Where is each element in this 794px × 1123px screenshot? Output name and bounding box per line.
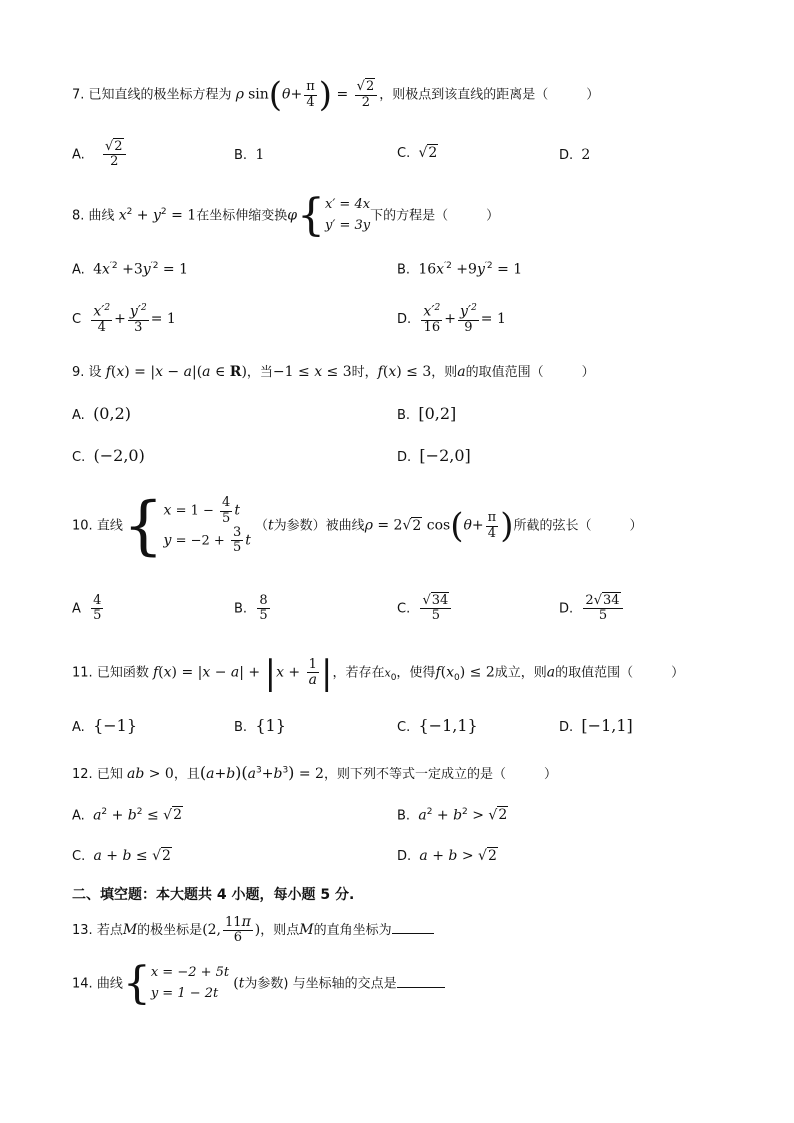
answer-blank[interactable] <box>397 975 445 988</box>
option-a[interactable]: A. $\frac{√2}{2}$ <box>72 140 128 170</box>
section-heading: 二、填空题：本大题共 4 小题，每小题 5 分. <box>72 887 355 903</box>
question-7: 7. 已知直线的极坐标方程为 ρ sin(θ+ $\frac{\pi}{4}$ ) = $\frac{√2}{2}$ ，则极点到该直线的距离是（ ） <box>72 75 600 115</box>
option-b[interactable]: B. $a^2 + b^2 > √2$ <box>397 807 508 824</box>
question-9: 9. 设 f(x) = |x − a|(a ∈ R)，当−1 ≤ x ≤ 3时，f(x) ≤ 3，则a的取值范围（ ） <box>72 364 595 380</box>
option-d[interactable]: D. $\frac{2√34}{5}$ <box>559 594 625 624</box>
option-d[interactable]: D. [−2,0] <box>397 446 471 465</box>
option-d[interactable]: D. [−1,1] <box>559 716 633 735</box>
question-text: ，则极点到该直线的距离是（ <box>379 87 549 103</box>
question-11: 11. 已知函数 f(x) = |x − a| + |x + $\frac{1}{a}$ |，若存在$x_0$，使得$f(x_0) \le 2$成立，则a的取值范围（ ） <box>72 653 685 693</box>
option-c[interactable]: C $\frac{x'^2}{4}$ + $\frac{y'^2}{3}$ = 1 <box>72 303 176 336</box>
option-c[interactable]: C. {−1,1} <box>397 716 478 735</box>
option-c[interactable]: C. √2 <box>397 145 438 161</box>
question-10: 10. 直线{x = 1 − $\frac{4}{5}$ t y = −2 + $\frac{3}{5}$ t （t为参数）被曲线ρ = 2√2 cos(θ+ $\frac{\pi}{4}$ )所截的弦长（ ） <box>72 489 643 563</box>
option-b[interactable]: B. $\frac{8}{5}$ <box>234 593 268 624</box>
option-c[interactable]: C. a + b ≤ √2 <box>72 848 171 864</box>
option-b[interactable]: B. {1} <box>234 716 286 735</box>
option-d[interactable]: D. 2 <box>559 147 591 163</box>
option-d[interactable]: D. $\frac{x'^2}{16}$ + $\frac{y'^2}{9}$ = 1 <box>397 303 506 336</box>
question-14: 14. 曲线{x = −2 + 5t y = 1 − 2t (t为参数) 与坐标轴的交点是 <box>72 962 445 1006</box>
question-text: 已知直线的极坐标方程为 <box>88 87 232 103</box>
question-12: 12. 已知 ab > 0，且$(a+b)(a^3+b^3) = 2$，则下列不等式一定成立的是（ ） <box>72 763 557 782</box>
option-a[interactable]: A. $4x^{'2} +3y^{'2} = 1$ <box>72 261 189 278</box>
option-a[interactable]: A $\frac{4}{5}$ <box>72 593 102 624</box>
question-8: 8. 曲线 $x^2 + y^2 = 1$在坐标伸缩变换φ{x′ = 4x y′ = 3y下的方程是（ ） <box>72 190 500 241</box>
option-c[interactable]: C. $\frac{√34}{5}$ <box>397 594 453 624</box>
option-a[interactable]: A. {−1} <box>72 716 138 735</box>
question-number: 7. <box>72 87 89 103</box>
question-13: 13. 若点M的极坐标是(2, $\frac{11\pi}{6}$ )，则点M的直角坐标为 <box>72 915 434 946</box>
option-b[interactable]: B. $16x^{'2} +9y^{'2} = 1$ <box>397 261 523 278</box>
option-c[interactable]: C. (−2,0) <box>72 446 145 465</box>
option-b[interactable]: B. 1 <box>234 147 265 163</box>
option-a[interactable]: A. (0,2) <box>72 404 131 423</box>
answer-blank[interactable] <box>392 921 434 934</box>
option-b[interactable]: B. [0,2] <box>397 404 457 423</box>
option-a[interactable]: A. $a^2 + b^2 \le √2$ <box>72 807 182 824</box>
option-d[interactable]: D. a + b > √2 <box>397 848 497 864</box>
